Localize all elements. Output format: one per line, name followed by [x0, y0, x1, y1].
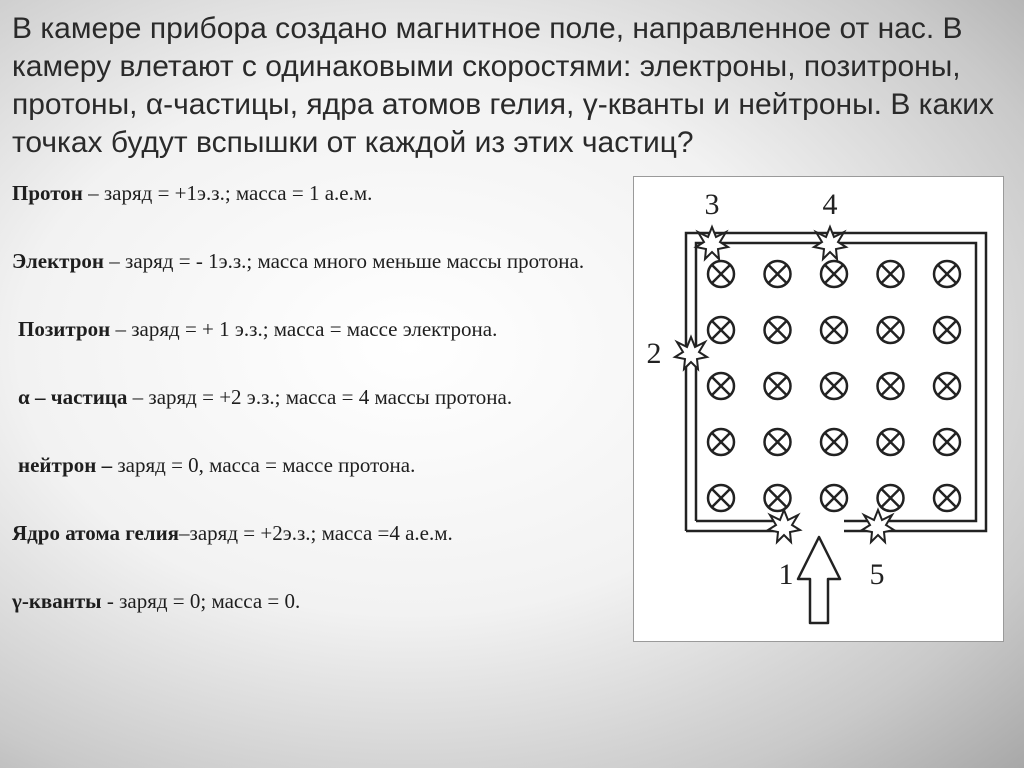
fact-desc: – заряд = +1э.з.; масса = 1 а.е.м.: [82, 181, 373, 205]
field-into-page-icon: [765, 317, 791, 343]
field-into-page-icon: [821, 429, 847, 455]
chamber-diagram: [634, 177, 1003, 641]
field-into-page-icon: [708, 261, 734, 287]
fact-desc: – заряд = + 1 э.з.; масса = массе электрона.: [110, 317, 498, 341]
fact-desc: – заряд = +2 э.з.; масса = 4 массы протона.: [127, 385, 513, 409]
point-label-2: 2: [646, 337, 662, 370]
field-into-page-icon: [878, 373, 904, 399]
fact-desc: – заряд = - 1э.з.; масса много меньше массы протона.: [104, 249, 585, 273]
fact-desc: заряд = 0, масса = массе протона.: [112, 453, 416, 477]
field-into-page-icon: [765, 429, 791, 455]
field-into-page-icon: [821, 485, 847, 511]
particle-facts: [12, 176, 612, 618]
field-into-page-icon: [765, 261, 791, 287]
flash-5-icon: [862, 510, 894, 542]
fact-desc: –заряд = +2э.з.; масса =4 а.е.м.: [179, 521, 453, 545]
fact-electron: [12, 244, 612, 278]
field-into-page-icon: [821, 261, 847, 287]
field-into-page-icon: [934, 373, 960, 399]
field-into-page-icon: [934, 485, 960, 511]
field-into-page-icon: [878, 485, 904, 511]
point-label-1: 1: [778, 558, 794, 591]
point-label-4: 4: [822, 188, 838, 221]
fact-name: Ядро атома гелия: [12, 521, 180, 545]
field-into-page-icon: [821, 317, 847, 343]
fact-positron: [12, 312, 612, 346]
field-into-page-icon: [878, 317, 904, 343]
field-into-page-icon: [934, 429, 960, 455]
fact-name: Позитрон: [18, 317, 111, 341]
fact-desc: - заряд = 0; масса = 0.: [101, 589, 301, 613]
flash-2-icon: [675, 337, 707, 369]
field-into-page-icon: [708, 373, 734, 399]
field-into-page-icon: [878, 261, 904, 287]
field-into-page-icon: [708, 429, 734, 455]
fact-name: Электрон: [12, 249, 105, 273]
field-into-page-icon: [821, 373, 847, 399]
point-label-3: 3: [704, 188, 720, 221]
fact-alpha: [12, 380, 612, 414]
fact-neutron: [12, 448, 612, 482]
field-into-page-icon: [708, 317, 734, 343]
magnetic-field-grid: [708, 261, 960, 511]
fact-gamma: [12, 584, 612, 618]
fact-name: α – частица: [18, 385, 128, 409]
field-into-page-icon: [878, 429, 904, 455]
fact-name: γ-кванты: [12, 589, 102, 613]
point-label-5: 5: [869, 558, 885, 591]
fact-name: Протон: [12, 181, 83, 205]
field-into-page-icon: [934, 261, 960, 287]
fact-proton: [12, 176, 612, 210]
question-text: В камере прибора создано магнитное поле, направленное от нас. В камеру влетают с одинаковыми скоростями: электроны, позитроны, протоны, α-частицы, ядра атомов гелия, γ-кванты и нейтроны. В каких точках будут вспышки от каждой из этих частиц?: [12, 12, 995, 159]
field-into-page-icon: [765, 485, 791, 511]
field-into-page-icon: [934, 317, 960, 343]
flash-1-icon: [768, 510, 800, 542]
field-into-page-icon: [708, 485, 734, 511]
entry-arrow-icon: [798, 537, 840, 623]
field-into-page-icon: [765, 373, 791, 399]
fact-helium-nucleus: [12, 516, 612, 550]
fact-name: нейтрон –: [18, 453, 113, 477]
chamber-figure: [633, 176, 1004, 642]
